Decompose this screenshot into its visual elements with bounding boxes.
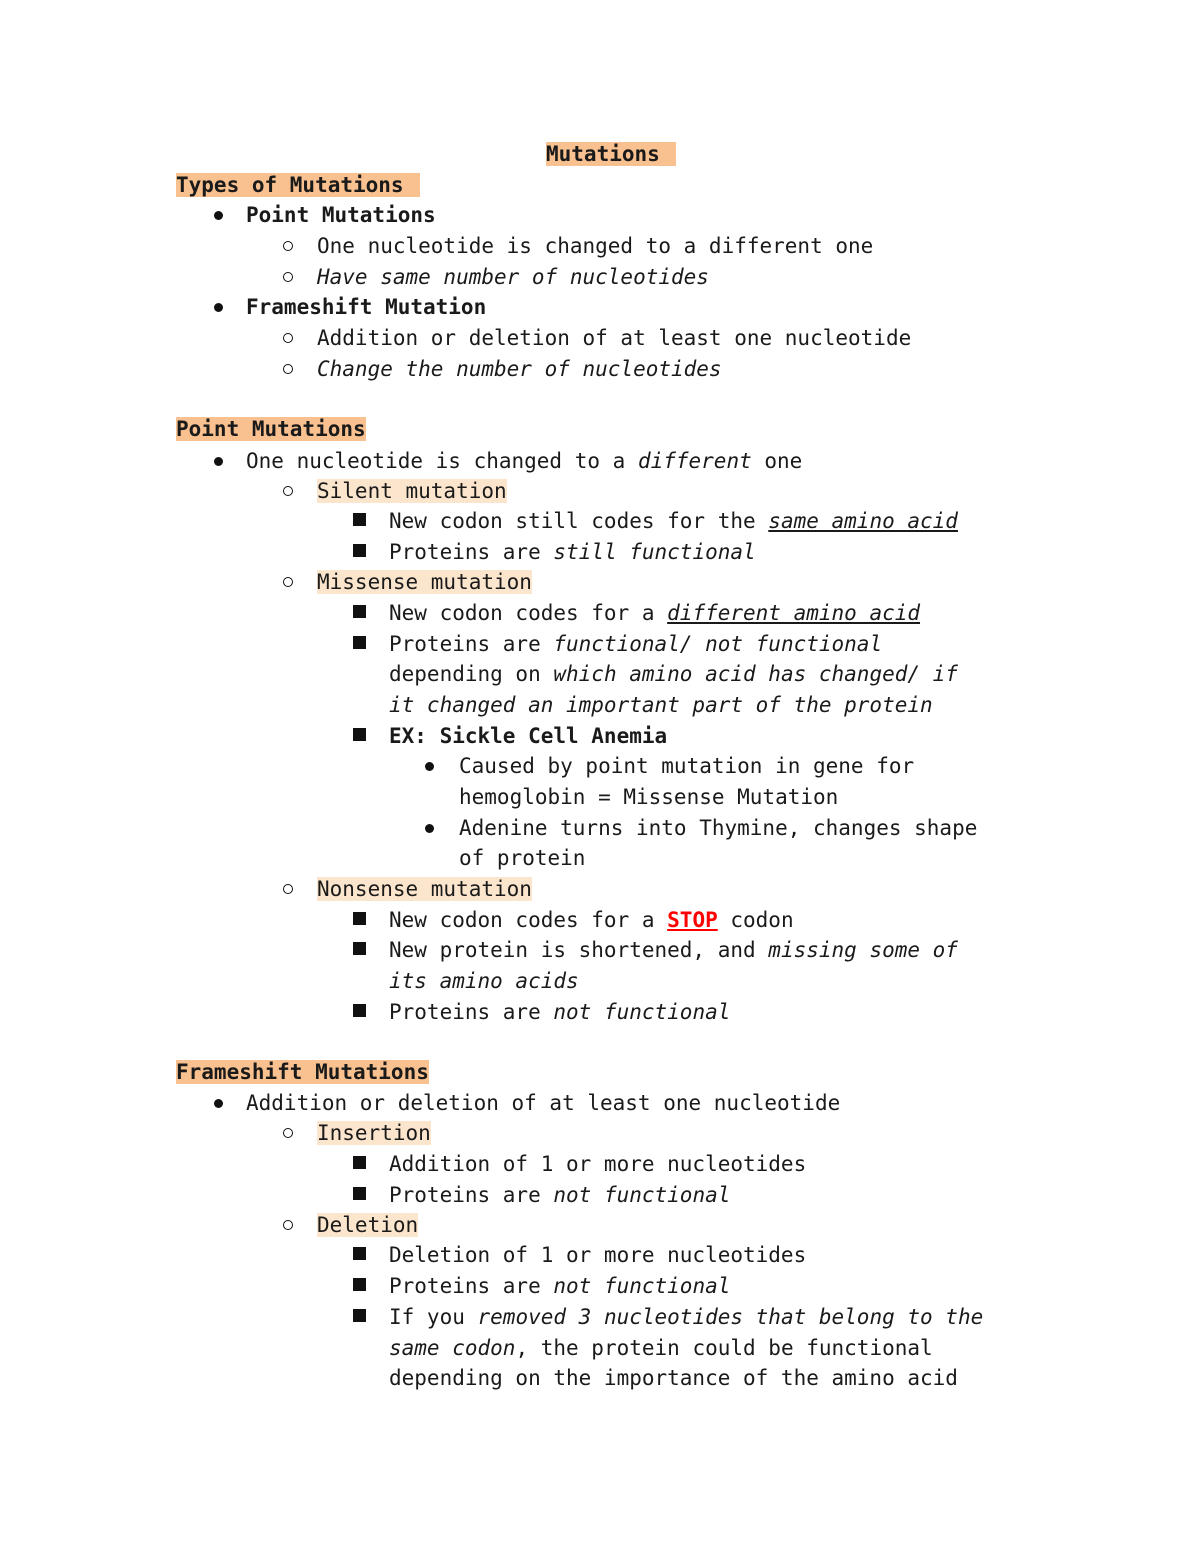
missense-item-1: New codon codes for a different amino acid (389, 601, 921, 625)
point-intro: One nucleotide is changed to a different one (246, 449, 803, 473)
bullet-disc (425, 751, 434, 781)
example-item-2-line-2: of protein (459, 846, 586, 870)
nonsense-item-3: Proteins are not functional (389, 1000, 731, 1024)
bullet-circle (283, 354, 293, 384)
bullet-square (353, 629, 366, 659)
missense-item-2-line-1: Proteins are functional/ not functional (389, 632, 883, 656)
bullet-circle (283, 323, 293, 353)
bullet-square (353, 1271, 366, 1301)
bullet-disc (214, 1088, 223, 1118)
bullet-circle (283, 1210, 293, 1240)
bullet-square (353, 1180, 366, 1210)
missense-example: EX: Sickle Cell Anemia (389, 724, 668, 748)
bullet-disc (214, 292, 223, 322)
bullet-square (353, 1149, 366, 1179)
deletion-item-3-line-1: If you removed 3 nucleotides that belong to the (389, 1305, 984, 1329)
type-frameshift-item-1: Addition or deletion of at least one nucleotide (317, 326, 912, 350)
silent-item-1: New codon still codes for the same amino acid (389, 509, 958, 533)
bullet-square (353, 537, 366, 567)
nonsense-item-2-line-2: its amino acids (389, 969, 579, 993)
bullet-disc (425, 813, 434, 843)
bullet-disc (214, 200, 223, 230)
deletion-item-2: Proteins are not functional (389, 1274, 731, 1298)
bullet-circle (283, 231, 293, 261)
deletion-label: Deletion (317, 1213, 419, 1237)
stop-keyword: STOP (667, 908, 718, 932)
type-frameshift-item-2: Change the number of nucleotides (317, 357, 722, 381)
bullet-square (353, 997, 366, 1027)
example-item-1-line-2: hemoglobin = Missense Mutation (459, 785, 839, 809)
bullet-square (353, 935, 366, 965)
silent-item-2: Proteins are still functional (389, 540, 756, 564)
example-item-1-line-1: Caused by point mutation in gene for (459, 754, 915, 778)
frameshift-intro: Addition or deletion of at least one nucleotide (246, 1091, 841, 1115)
missense-item-2-line-3: it changed an important part of the protein (389, 693, 933, 717)
bullet-square (353, 1302, 366, 1332)
bullet-circle (283, 476, 293, 506)
silent-mutation-label: Silent mutation (317, 479, 507, 503)
deletion-item-3-line-2: same codon, the protein could be functional (389, 1336, 933, 1360)
bullet-circle (283, 567, 293, 597)
section-heading-frameshift: Frameshift Mutations (176, 1060, 429, 1084)
document-title: Mutations (546, 139, 676, 169)
type-point-label: Point Mutations (246, 203, 436, 227)
nonsense-item-1: New codon codes for a STOP codon (389, 908, 794, 932)
bullet-square (353, 598, 366, 628)
type-point-item-1: One nucleotide is changed to a different one (317, 234, 874, 258)
example-item-2-line-1: Adenine turns into Thymine, changes shape (459, 816, 978, 840)
insertion-label: Insertion (317, 1121, 431, 1145)
missense-item-2-line-2: depending on which amino acid has changed/ if (389, 662, 958, 686)
nonsense-mutation-label: Nonsense mutation (317, 877, 532, 901)
section-heading-point: Point Mutations (176, 417, 366, 441)
missense-mutation-label: Missense mutation (317, 570, 532, 594)
bullet-square (353, 905, 366, 935)
insertion-item-2: Proteins are not functional (389, 1183, 731, 1207)
bullet-square (353, 506, 366, 536)
type-frameshift-label: Frameshift Mutation (246, 295, 487, 319)
bullet-circle (283, 262, 293, 292)
type-point-item-2: Have same number of nucleotides (317, 265, 709, 289)
nonsense-item-2-line-1: New protein is shortened, and missing some of (389, 938, 958, 962)
deletion-item-3-line-3: depending on the importance of the amino acid (389, 1366, 958, 1390)
deletion-item-1: Deletion of 1 or more nucleotides (389, 1243, 807, 1267)
insertion-item-1: Addition of 1 or more nucleotides (389, 1152, 807, 1176)
bullet-square (353, 721, 366, 751)
bullet-circle (283, 1118, 293, 1148)
bullet-disc (214, 446, 223, 476)
section-heading-types: Types of Mutations (176, 170, 420, 200)
bullet-square (353, 1240, 366, 1270)
bullet-circle (283, 874, 293, 904)
